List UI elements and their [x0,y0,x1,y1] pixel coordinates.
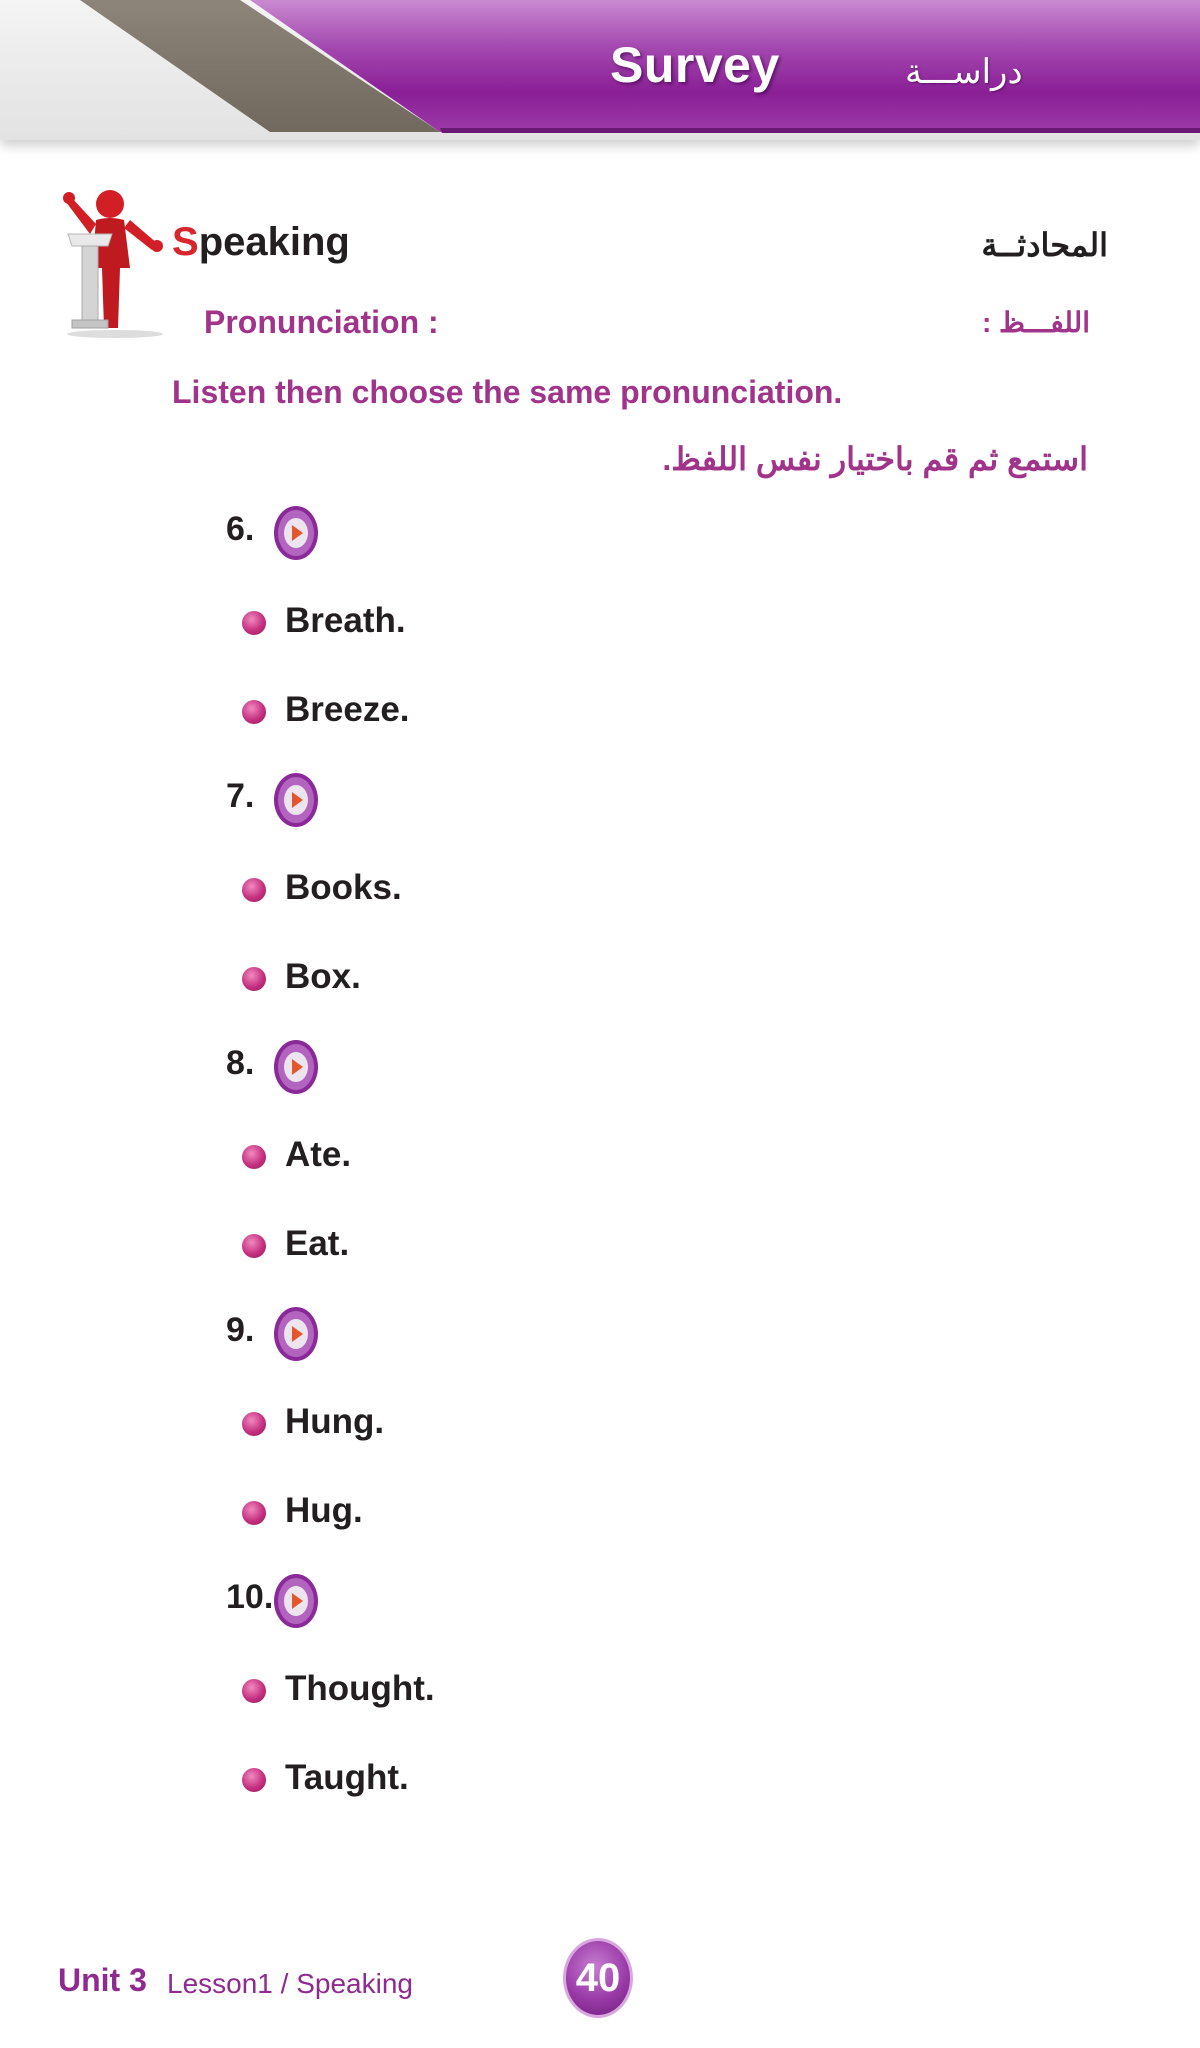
instruction-ar: استمع ثم قم باختيار نفس اللفظ. [662,441,1088,477]
page-number: 40 [575,1955,621,2000]
radio-bullet-icon [242,967,266,991]
option-label: Box. [285,957,361,996]
radio-bullet-icon [242,1679,266,1703]
radio-bullet-icon [242,1768,266,1792]
footer-unit: Unit 3 [58,1962,147,1998]
page-title: Survey [610,37,780,93]
page-title-ar: دراســـة [905,53,1023,91]
option-label: Breeze. [285,690,410,729]
radio-bullet-icon [242,700,266,724]
radio-bullet-icon [242,1501,266,1525]
option-label: Taught. [285,1758,409,1797]
question-number: 9. [226,1311,255,1349]
play-icon[interactable] [273,1039,319,1095]
speaker-at-podium-icon [60,188,170,338]
radio-bullet-icon [242,611,266,635]
play-icon[interactable] [273,772,319,828]
play-icon[interactable] [273,505,319,561]
radio-bullet-icon [242,1234,266,1258]
page-number-badge [563,1938,633,2018]
option-label: Breath. [285,601,406,640]
radio-bullet-icon [242,1145,266,1169]
option-label: Eat. [285,1224,350,1263]
subsection-title-ar: اللفـــظ : [981,307,1090,338]
play-icon[interactable] [273,1573,319,1629]
radio-bullet-icon [242,1412,266,1436]
radio-bullet-icon [242,878,266,902]
question-number: 10. [226,1578,274,1616]
option-label: Hung. [285,1402,385,1441]
instruction: Listen then choose the same pronunciation. [172,374,843,410]
subsection-title: Pronunciation : [204,304,439,340]
section-title-ar: المحادثــة [981,227,1108,263]
question-number: 7. [226,777,255,815]
option-label: Ate. [285,1135,352,1174]
play-icon[interactable] [273,1306,319,1362]
footer-lesson: Lesson1 / Speaking [167,1968,413,1999]
question-number: 6. [226,510,255,548]
option-label: Books. [285,868,402,907]
option-label: Hug. [285,1491,363,1530]
question-number: 8. [226,1044,255,1082]
section-title: Speaking [172,220,350,264]
option-label: Thought. [285,1669,435,1708]
